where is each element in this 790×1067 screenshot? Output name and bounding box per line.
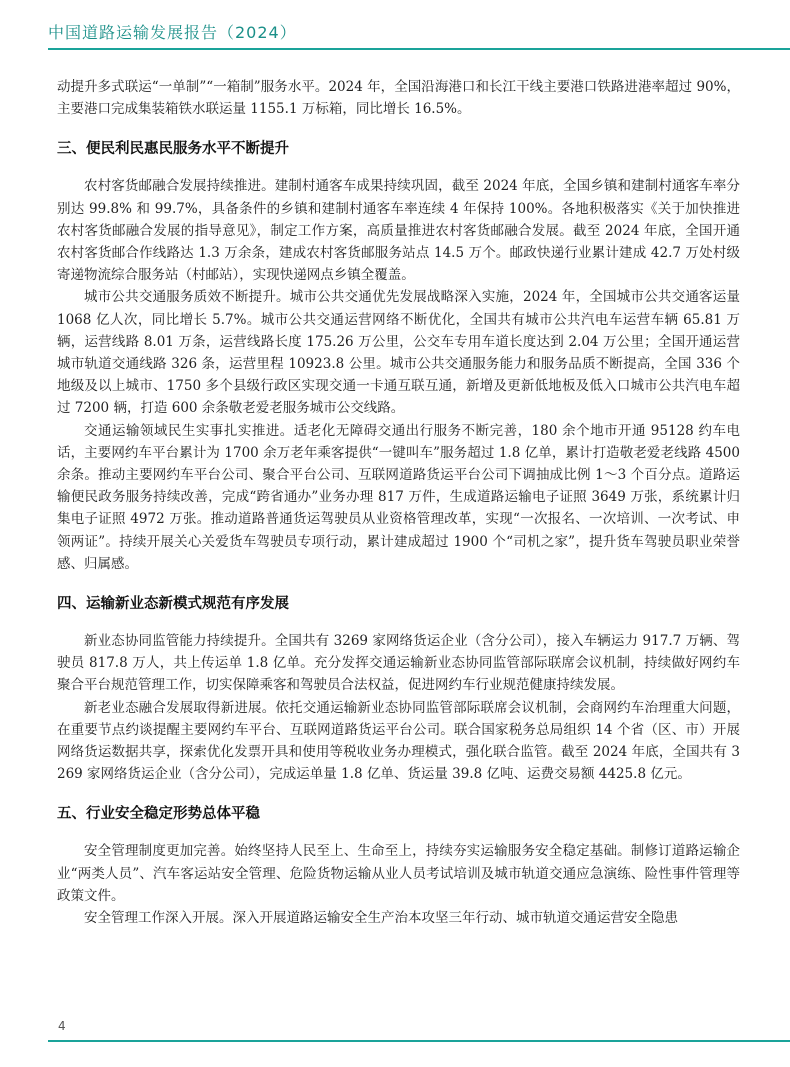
body-paragraph: 交通运输领域民生实事扎实推进。适老化无障碍交通出行服务不断完善，180 余个地市开通 95128 约车电话，主要网约车平台累计为 1700 余万老年乘客提供“一键叫车”服务超过 1.8 亿单，累计打造敬老爱老线路 4500 余条。推动主要网约车平台公司、聚合平台公司、互联网道路货运平台公司下调抽成比例 1～3 个百分点。道路运输便民政务服务持续改善，完成“跨省通办”业务办理 817 万件，生成道路运输电子证照 3649 万张，系统累计归集电子证照 4972 万张。推动道路普通货运驾驶员从业资格管理改革，实现“一次报名、一次培训、一次考试、申领两证”。持续开展关心关爱货车驾驶员专项行动，累计建成超过 1900 个“司机之家”，提升货车驾驶员职业荣誉感、归属感。	[57, 422, 740, 572]
page-number: 4	[58, 1019, 66, 1033]
page-header	[48, 0, 790, 60]
body-paragraph: 安全管理制度更加完善。始终坚持人民至上、生命至上，持续夯实运输服务安全稳定基础。制修订道路运输企业“两类人员”、汽车客运站安全管理、危险货物运输从业人员考试培训及城市轨道交通应急演练、险性事件管理等政策文件。	[57, 843, 740, 904]
body-paragraph: 农村客货邮融合发展持续推进。建制村通客车成果持续巩固，截至 2024 年底，全国乡镇和建制村通客车率分别达 99.8% 和 99.7%，具备条件的乡镇和建制村通客车率连续 4 年保持 100%。各地积极落实《关于加快推进农村客货邮融合发展的指导意见》，制定工作方案，高质量推进农村客货邮融合发展。截至 2024 年底，全国开通农村客货邮合作线路达 1.3 万余条，建成农村客货邮服务站点 14.5 万个。邮政快递行业累计建成 42.7 万处村级寄递物流综合服务站（村邮站），实现快递网点乡镇全覆盖。	[57, 178, 740, 284]
report-title: 中国道路运输发展报告（2024）	[48, 23, 297, 42]
header-divider	[48, 48, 790, 50]
page-body	[57, 76, 740, 929]
body-paragraph: 新老业态融合发展取得新进展。依托交通运输新业态协同监管部际联席会议机制，会商网约车治理重大问题，在重要节点约谈提醒主要网约车平台、互联网道路货运平台公司。联合国家税务总局组织 14 个省（区、市）开展网络货运数据共享，探索优化发票开具和使用等税收业务办理模式，强化联合监管。截至 2024 年底，全国共有 3269 家网络货运企业（含分公司），完成运单量 1.8 亿单、货运量 39.8 亿吨、运费交易额 4425.8 亿元。	[57, 699, 740, 783]
section-heading-4: 四、运输新业态新模式规范有序发展	[57, 596, 289, 613]
body-paragraph: 安全管理工作深入开展。深入开展道路运输安全生产治本攻坚三年行动、城市轨道交通运营安全隐患	[84, 910, 678, 927]
body-paragraph: 城市公共交通服务质效不断提升。城市公共交通优先发展战略深入实施，2024 年，全国城市公共交通客运量 1068 亿人次，同比增长 5.7%。城市公共交通运营网络不断优化，全国共有城市公共汽电车运营车辆 65.81 万辆，运营线路 8.01 万条，运营线路长度 175.26 万公里，公交车专用车道长度达到 2.04 万公里；全国开通运营城市轨道交通线路 326 条，运营里程 10923.8 公里。城市公共交通服务能力和服务品质不断提高，全国 336 个地级及以上城市、1750 多个县级行政区实现交通一卡通互联互通，新增及更新低地板及低入口城市公共汽电车超过 7200 辆，打造 600 余条敬老爱老服务城市公交线路。	[57, 289, 740, 417]
section-heading-3: 三、便民利民惠民服务水平不断提升	[57, 141, 289, 158]
body-paragraph: 新业态协同监管能力持续提升。全国共有 3269 家网络货运企业（含分公司），接入车辆运力 917.7 万辆、驾驶员 817.8 万人，共上传运单 1.8 亿单。充分发挥交通运输新业态协同监管部际联席会议机制，持续做好网约车聚合平台规范管理工作，切实保障乘客和驾驶员合法权益，促进网约车行业规范健康持续发展。	[57, 633, 740, 694]
lead-paragraph: 动提升多式联运“一单制”“一箱制”服务水平。2024 年，全国沿海港口和长江干线主要港口铁路进港率超过 90%，主要港口完成集装箱铁水联运量 1155.1 万标箱，同比增长 16.5%。	[57, 79, 740, 118]
footer-divider	[48, 1040, 790, 1042]
section-heading-5: 五、行业安全稳定形势总体平稳	[57, 806, 260, 823]
